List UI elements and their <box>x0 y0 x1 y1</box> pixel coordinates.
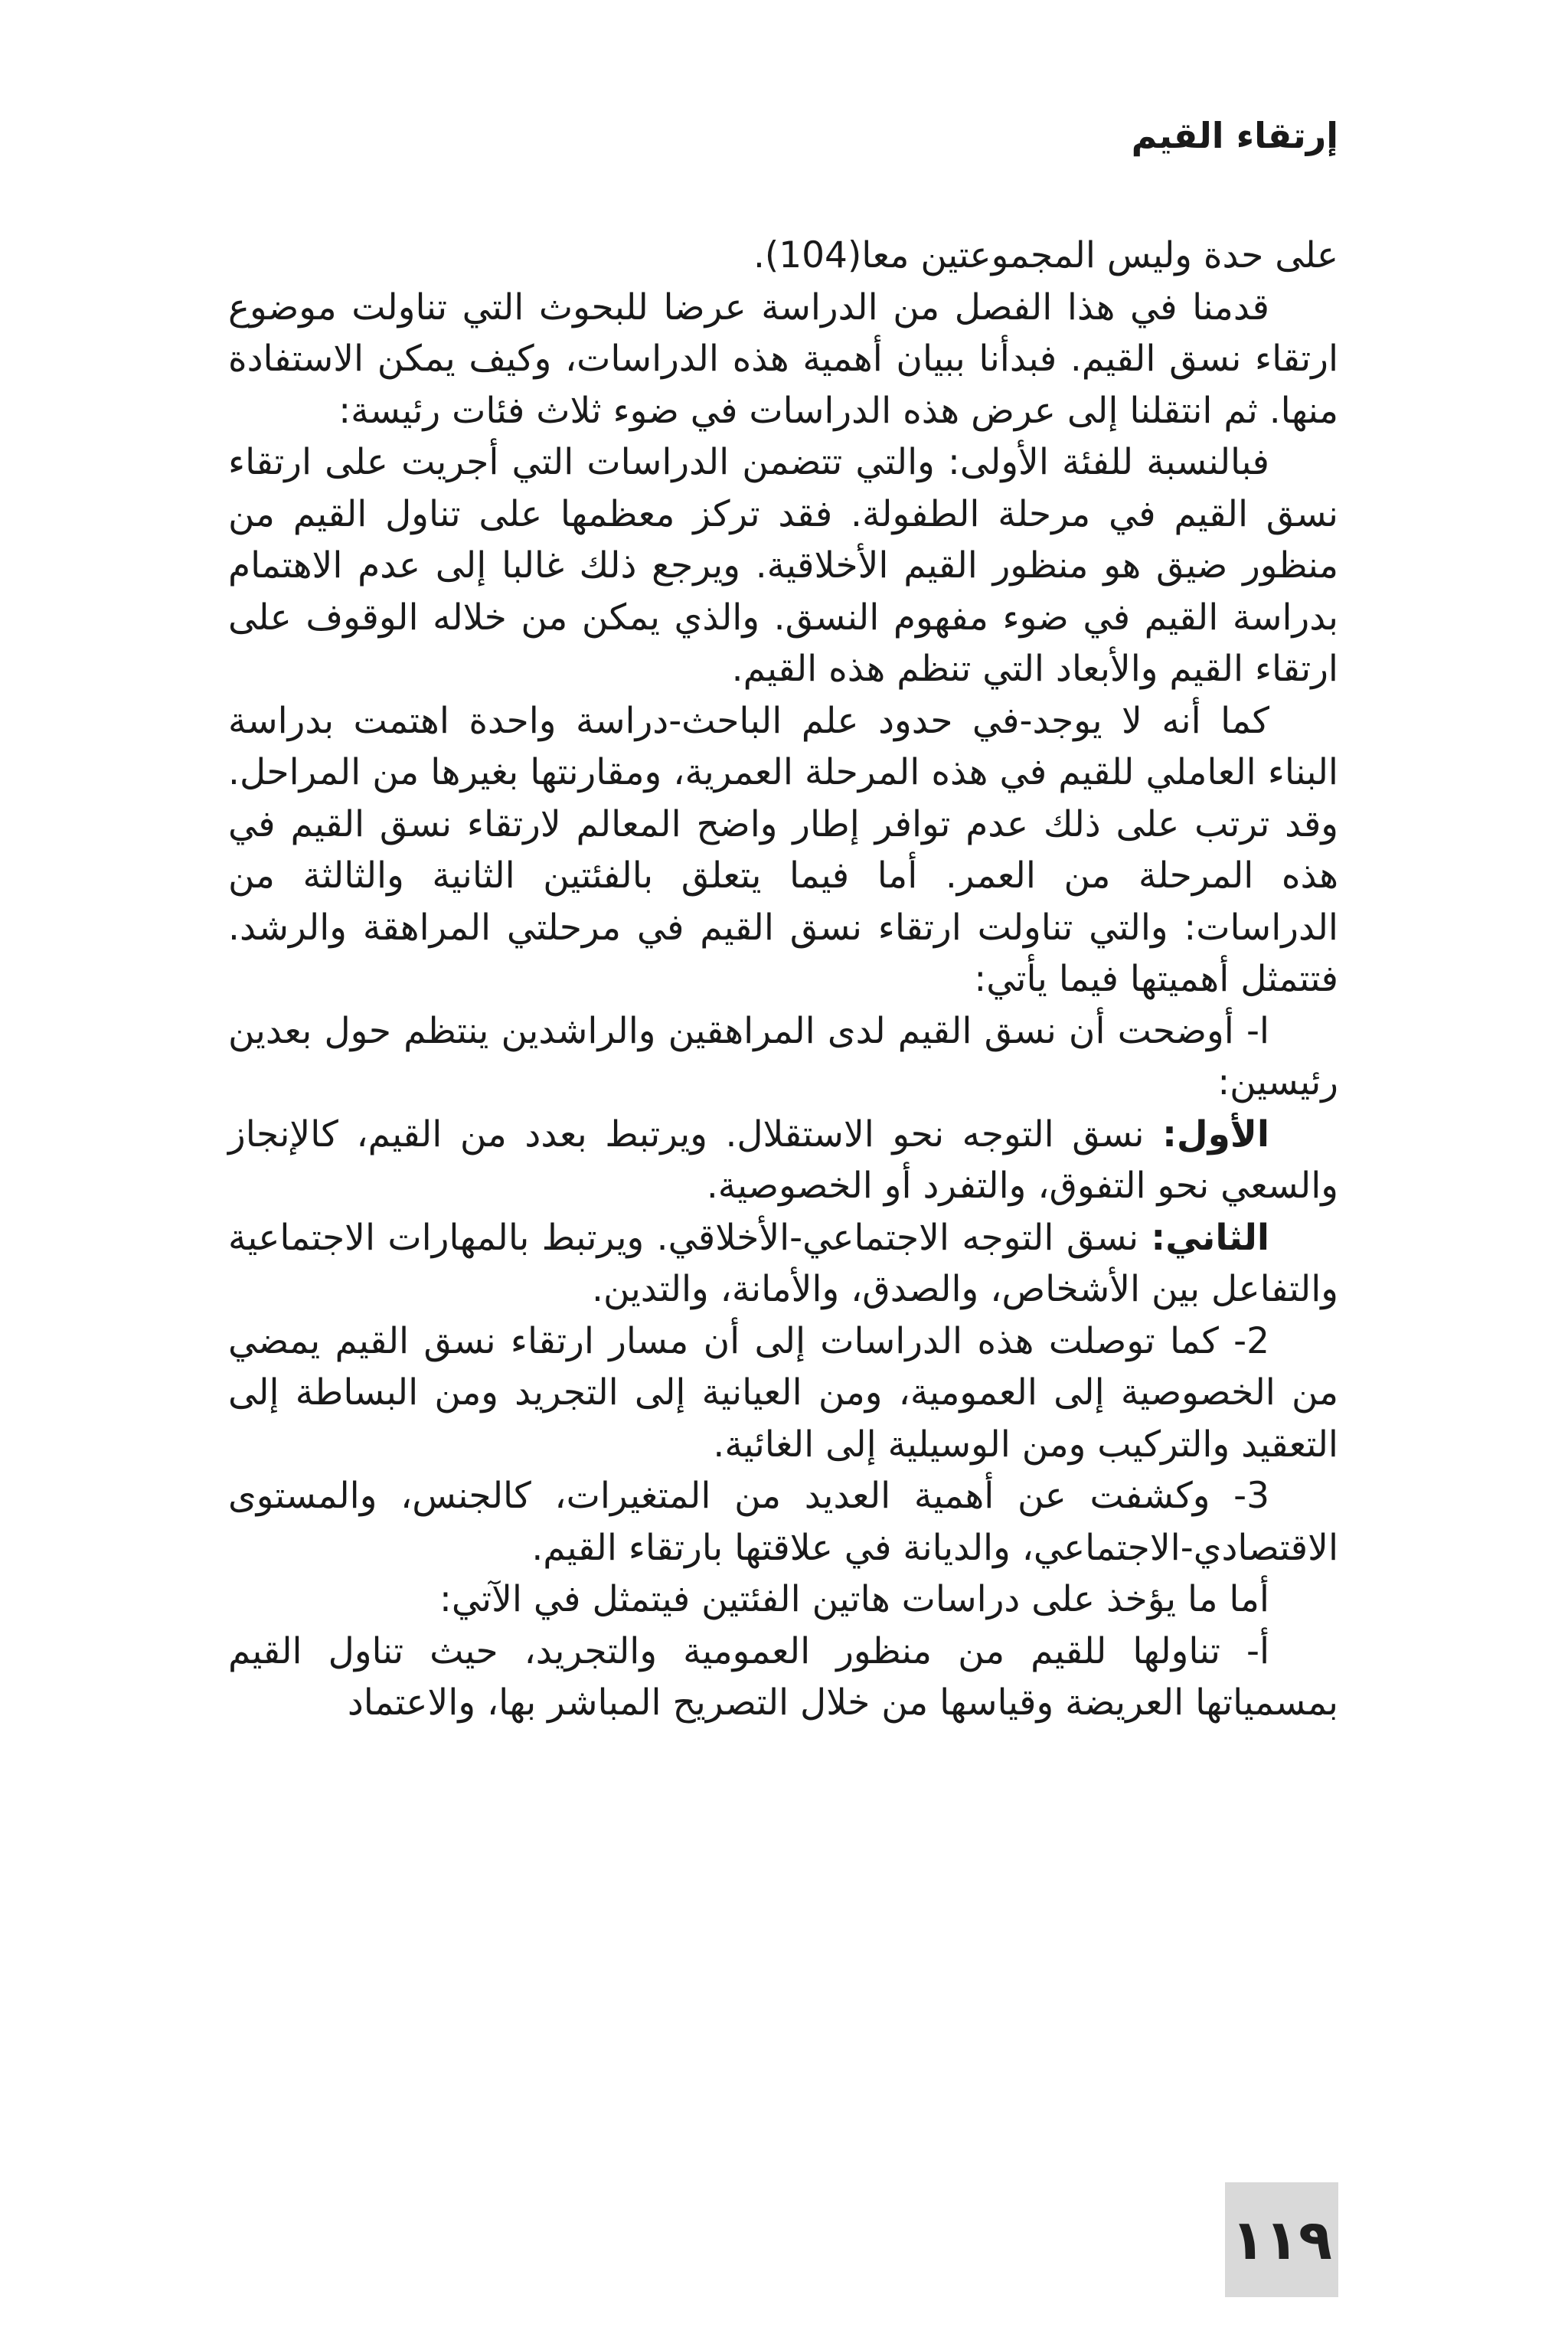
page-body <box>228 230 1338 1729</box>
definition-second-term: الثاني: <box>1151 1216 1269 1259</box>
paragraph-2: قدمنا في هذا الفصل من الدراسة عرضا للبحوث التي تناولت موضوع ارتقاء نسق القيم. فبدأنا ببيان أهمية هذه الدراسات، وكيف يمكن الاستفادة منها. ثم انتقلنا إلى عرض هذه الدراسات في ضوء ثلاث فئات رئيسة: <box>228 286 1338 432</box>
definition-first-text: نسق التوجه نحو الاستقلال. ويرتبط بعدد من القيم، كالإنجاز والسعي نحو التفوق، والتفرد أو الخصوصية. <box>228 1113 1338 1207</box>
list-item-1: ا- أوضحت أن نسق القيم لدى المراهقين والراشدين ينتظم حول بعدين رئيسين: <box>228 1009 1338 1103</box>
definition-second-text: نسق التوجه الاجتماعي-الأخلاقي. ويرتبط بالمهارات الاجتماعية والتفاعل بين الأشخاص، والصدق، والأمانة، والتدين. <box>228 1216 1338 1310</box>
definition-second <box>228 1212 1338 1316</box>
page-number: ١١٩ <box>1225 2182 1338 2297</box>
definition-first-term: الأول: <box>1162 1113 1269 1155</box>
paragraph-3: فبالنسبة للفئة الأولى: والتي تتضمن الدراسات التي أجريت على ارتقاء نسق القيم في مرحلة الطفولة. فقد تركز معظمها على تناول القيم من منظور ضيق هو منظور القيم الأخلاقية. ويرجع ذلك غالبا إلى عدم الاهتمام بدراسة القيم في ضوء مفهوم النسق. والذي يمكن من خلاله الوقوف على ارتقاء القيم والأبعاد التي تنظم هذه القيم. <box>228 441 1338 690</box>
running-title: إرتقاء القيم <box>1131 115 1338 156</box>
paragraph-critique-intro: أما ما يؤخذ على دراسات هاتين الفئتين فيتمثل في الآتي: <box>439 1578 1269 1620</box>
definition-first <box>228 1109 1338 1212</box>
paragraph-4: كما أنه لا يوجد-في حدود علم الباحث-دراسة واحدة اهتمت بدراسة البناء العاملي للقيم في هذه المرحلة العمرية، ومقارنتها بغيرها من المراحل. وقد ترتب على ذلك عدم توافر إطار واضح المعالم لارتقاء نسق القيم في هذه المرحلة من العمر. أما فيما يتعلق بالفئتين الثانية والثالثة من الدراسات: والتي تناولت ارتقاء نسق القيم في مرحلتي المراهقة والرشد. فتتمثل أهميتها فيما يأتي: <box>228 699 1338 1000</box>
paragraph-1: على حدة وليس المجموعتين معا(104). <box>753 234 1338 276</box>
list-item-2: 2- كما توصلت هذه الدراسات إلى أن مسار ارتقاء نسق القيم يمضي من الخصوصية إلى العمومية، ومن العيانية إلى التجريد ومن البساطة إلى التعقيد والتركيب ومن الوسيلية إلى الغائية. <box>228 1319 1338 1466</box>
list-item-3: 3- وكشفت عن أهمية العديد من المتغيرات، كالجنس، والمستوى الاقتصادي-الاجتماعي، والديانة في علاقتها بارتقاء القيم. <box>228 1475 1338 1569</box>
critique-item-a: أ- تناولها للقيم من منظور العمومية والتجريد، حيث تناول القيم بمسمياتها العريضة وقياسها من خلال التصريح المباشر بها، والاعتماد <box>228 1629 1338 1724</box>
